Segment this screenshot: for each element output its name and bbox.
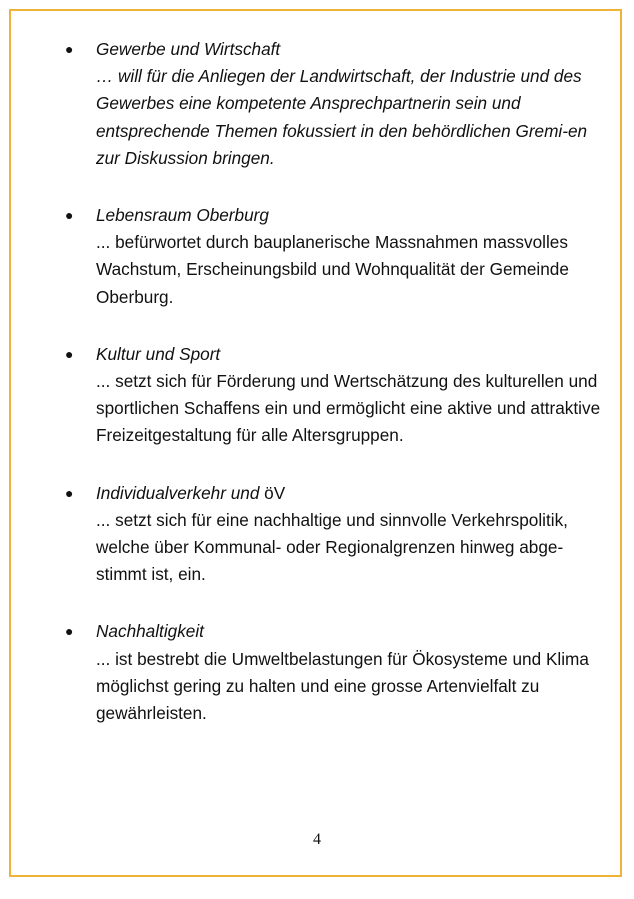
list-item-gewerbe: [60, 36, 605, 172]
bullet-icon: ●: [65, 41, 74, 57]
item-body: ... befürwortet durch bauplanerische Massnahmen massvolles Wachstum, Erscheinungsbild und Wohnqualität der Gemeinde Oberburg.: [96, 232, 569, 307]
bullet-icon: ●: [65, 623, 74, 640]
item-body: ... setzt sich für Förderung und Wertschätzung des kulturellen und sportlichen Schaffens ein und ermöglicht eine aktive und attraktive Freizeitgestaltung für alle Altersgruppen.: [96, 371, 601, 446]
list-item-nachhaltigkeit: [60, 618, 605, 727]
list-item-verkehr: [60, 480, 605, 589]
bullet-icon: ●: [65, 484, 74, 501]
page-number: 4: [313, 831, 321, 848]
item-body: ... ist bestrebt die Umweltbelastungen für Ökosysteme und Klima möglichst gering zu halten und eine grosse Artenvielfalt zu gewährleisten.: [96, 648, 589, 724]
item-title: Kultur und Sport: [96, 343, 221, 364]
item-body: … will für die Anliegen der Landwirtschaft, der Industrie und des Gewerbes eine kompetente Ansprechpartnerin sein und entsprechende Themen fokussiert in den behördlichen Gremi-en zur Diskussion bringen.: [96, 66, 588, 168]
item-body: ... setzt sich für eine nachhaltige und sinnvolle Verkehrspolitik, welche über Kommunal- oder Regionalgrenzen hinweg abge-stimmt ist, ein.: [96, 509, 568, 585]
item-title: Gewerbe und Wirtschaft: [96, 39, 281, 59]
item-title: Nachhaltigkeit: [96, 621, 204, 642]
item-title: Lebensraum Oberburg: [96, 205, 269, 226]
document-content: [60, 36, 605, 757]
list-item-kultur: [60, 341, 605, 450]
bullet-icon: ●: [65, 207, 74, 224]
item-title: Individualverkehr und öV: [96, 482, 286, 503]
bullet-icon: ●: [65, 345, 74, 362]
list-item-lebensraum: [60, 202, 605, 311]
